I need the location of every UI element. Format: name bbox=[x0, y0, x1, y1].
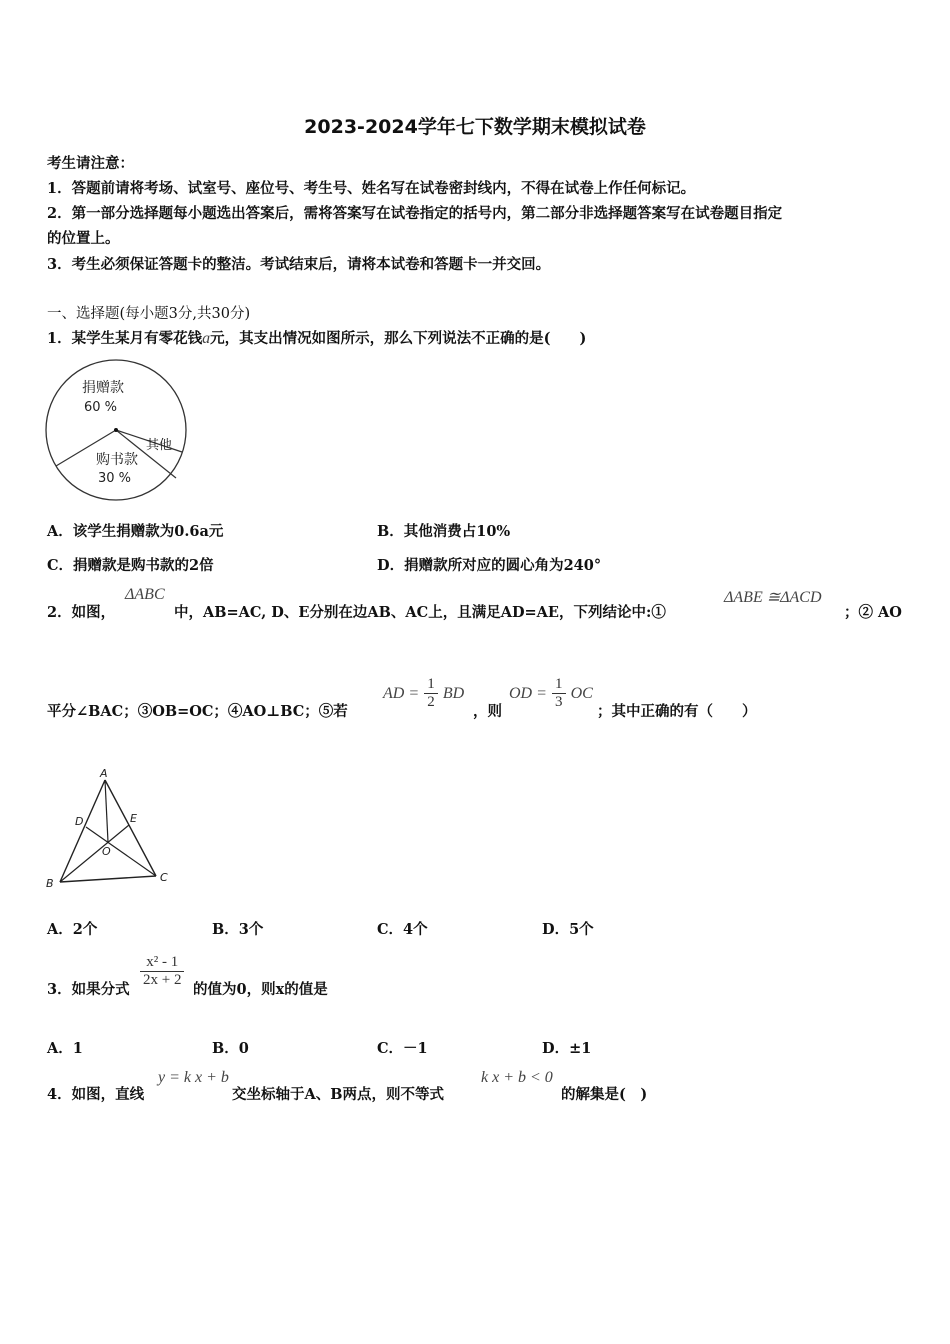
q1-option-b: B．其他消费占10% bbox=[377, 523, 511, 540]
q2-oc: OC bbox=[570, 685, 593, 702]
q3-option-a: A．1 bbox=[47, 1040, 83, 1057]
q2-fraction-third: $\frac{1}{3}$ bbox=[552, 676, 566, 711]
q3-fraction bbox=[140, 954, 184, 989]
q1-stem-b: 元，其支出情况如图所示，那么下列说法不正确的是( ) bbox=[210, 330, 587, 347]
edge-ab bbox=[60, 780, 105, 882]
q2-math-triangle: ΔABC bbox=[125, 586, 165, 603]
pie-pct-books: 30 % bbox=[98, 471, 132, 486]
q3-numerator: x² - 1 bbox=[140, 954, 184, 972]
q2-option-d: D．5个 bbox=[542, 921, 594, 938]
q3-option-c: C．－1 bbox=[377, 1040, 428, 1057]
notice-item: 的位置上。 bbox=[47, 230, 120, 247]
page-title: 2023-2024学年七下数学期末模拟试卷 bbox=[304, 116, 646, 138]
pie-label-donation: 捐赠款 bbox=[82, 380, 124, 396]
segment-ao bbox=[105, 780, 108, 842]
q1-stem-a: 1．某学生某月有零花钱 bbox=[47, 330, 203, 347]
q3-stem-suffix: 的值为0，则x的值是 bbox=[193, 981, 328, 998]
q4-stem-suffix: 的解集是( ) bbox=[561, 1086, 648, 1103]
q4-inequality: k x + b < 0 bbox=[481, 1069, 553, 1086]
q2-math-congruent: ΔABE ≅ΔACD bbox=[724, 589, 822, 606]
q3-denominator: 2x + 2 bbox=[143, 972, 182, 988]
q3-stem-prefix: 3．如果分式 bbox=[47, 981, 130, 998]
q2-stem-cont: ；② AO bbox=[844, 604, 902, 621]
q3-option-b: B．0 bbox=[212, 1040, 249, 1057]
edge-ac bbox=[105, 780, 156, 876]
question-1-stem bbox=[47, 327, 586, 348]
q4-line-equation: y = k x + b bbox=[158, 1069, 229, 1086]
q2-stem-prefix: 2．如图， bbox=[47, 604, 116, 621]
q1-option-c: C．捐赠款是购书款的2倍 bbox=[47, 557, 214, 574]
q2-fraction-half: $\frac{1}{2}$ bbox=[424, 676, 438, 711]
q2-option-c: C．4个 bbox=[377, 921, 428, 938]
pie-chart-figure bbox=[40, 358, 195, 508]
section-heading: 一、选择题(每小题3分,共30分) bbox=[47, 306, 251, 322]
q2-option-a: A．2个 bbox=[47, 921, 98, 938]
point-e-label: E bbox=[130, 812, 137, 825]
notice-item: 2．第一部分选择题每小题选出答案后，需将答案写在试卷指定的括号内，第二部分非选择题答案写在试卷题目指定 bbox=[47, 205, 783, 222]
point-b-label: B bbox=[46, 877, 54, 890]
notice-item: 3．考生必须保证答题卡的整洁。考试结束后，请将本试卷和答题卡一并交回。 bbox=[47, 256, 551, 273]
q1-var: a bbox=[202, 330, 211, 347]
q2-od-eq: OD = bbox=[509, 685, 547, 702]
q2-stem-line2: 平分∠BAC；③OB=OC；④AO⊥BC；⑤若 bbox=[47, 703, 348, 720]
q2-ad-eq: AD = bbox=[383, 685, 420, 702]
q2-condition-5 bbox=[383, 676, 464, 711]
pie-label-other: 其他 bbox=[146, 438, 173, 453]
point-a-label: A bbox=[100, 767, 108, 780]
q2-then: ，则 bbox=[473, 703, 502, 720]
q3-option-d: D．±1 bbox=[542, 1040, 592, 1057]
q4-stem-prefix: 4．如图，直线 bbox=[47, 1086, 145, 1103]
notice-heading: 考生请注意： bbox=[47, 155, 134, 172]
triangle-figure bbox=[42, 765, 182, 890]
q1-option-a: A．该学生捐赠款为0.6a元 bbox=[47, 523, 224, 540]
q2-conclusion-5 bbox=[509, 676, 593, 711]
notice-item: 1．答题前请将考场、试室号、座位号、考生号、姓名写在试卷密封线内，不得在试卷上作任何标记。 bbox=[47, 180, 696, 197]
q1-option-d: D．捐赠款所对应的圆心角为240° bbox=[377, 557, 602, 574]
q2-bd: BD bbox=[442, 685, 465, 702]
q2-stem-end: ；其中正确的有（ ） bbox=[597, 703, 757, 720]
point-c-label: C bbox=[160, 871, 168, 884]
q2-stem-main: 中，AB=AC, D、E分别在边AB、AC上，且满足AD=AE，下列结论中:① bbox=[174, 604, 666, 621]
point-d-label: D bbox=[75, 815, 84, 828]
pie-label-books: 购书款 bbox=[96, 452, 138, 468]
pie-center-dot bbox=[114, 428, 118, 432]
edge-bc bbox=[60, 876, 156, 882]
q4-stem-mid: 交坐标轴于A、B两点，则不等式 bbox=[232, 1086, 445, 1103]
point-o-label: O bbox=[102, 845, 111, 858]
q2-option-b: B．3个 bbox=[212, 921, 264, 938]
pie-pct-donation: 60 % bbox=[84, 400, 118, 415]
